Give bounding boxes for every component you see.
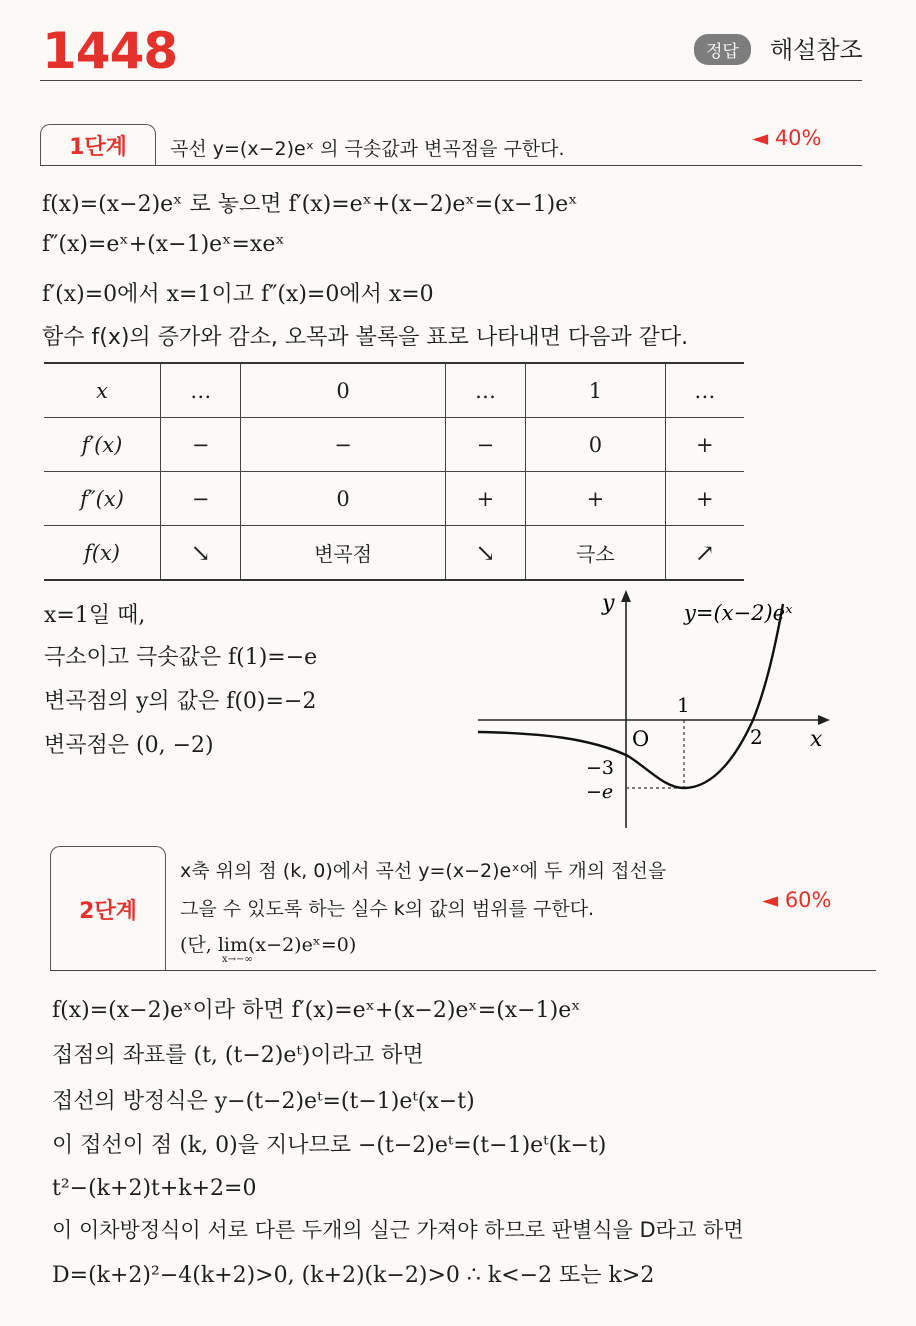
table-cell: ↗ (665, 526, 744, 581)
table-cell: ↘ (445, 526, 525, 581)
step1-percent: ◄ 40% (752, 126, 822, 150)
table-cell: … (161, 363, 241, 418)
step1-label (40, 124, 156, 165)
x-axis-label: x (810, 727, 823, 752)
step2-underline (50, 970, 876, 971)
table-cell: 1 (526, 363, 666, 418)
curve (478, 604, 783, 788)
step1-line-2: f″(x)=eˣ+(x−1)eˣ=xeˣ (42, 232, 285, 257)
table-cell: 극소 (526, 526, 666, 581)
answer-text: 해설참조 (770, 36, 863, 64)
table-cell: 0 (241, 363, 445, 418)
header-divider (40, 80, 862, 81)
table-cell: 0 (526, 418, 666, 472)
step2-body-line-4: 이 접선이 점 (k, 0)을 지나므로 −(t−2)eᵗ=(t−1)eᵗ(k−t) (52, 1133, 607, 1158)
result-line-1: x=1일 때, (44, 603, 146, 628)
result-line-3: 변곡점의 y의 값은 f(0)=−2 (44, 689, 317, 714)
result-line-2: 극소이고 극솟값은 f(1)=−e (44, 645, 318, 670)
step2-label-text: 2단계 (79, 898, 137, 924)
step1-title: 곡선 y=(x−2)eˣ 의 극솟값과 변곡점을 구한다. (170, 138, 565, 160)
step1-underline (40, 165, 862, 166)
step1-line-4: 함수 f(x)의 증가와 감소, 오목과 볼록을 표로 나타내면 다음과 같다. (42, 325, 689, 350)
step2-body-line-7: D=(k+2)²−4(k+2)>0, (k+2)(k−2)>0 ∴ k<−2 또는 k>2 (52, 1263, 655, 1288)
table-cell: 0 (241, 472, 445, 526)
step2-label (50, 846, 166, 971)
table-cell: + (526, 472, 666, 526)
step2-body-line-6: 이 이차방정식이 서로 다른 두개의 실근 가져야 하므로 판별식을 D라고 하면 (52, 1218, 744, 1242)
limit-subscript: x→−∞ (222, 954, 253, 965)
table-cell: f′(x) (44, 418, 161, 472)
step2-line-1: x축 위의 점 (k, 0)에서 곡선 y=(x−2)eˣ에 두 개의 접선을 (180, 860, 667, 882)
step2-body-line-3: 접선의 방정식은 y−(t−2)eᵗ=(t−1)eᵗ(x−t) (52, 1089, 475, 1114)
step2-body-line-2: 접점의 좌표를 (t, (t−2)eᵗ)이라고 하면 (52, 1043, 424, 1068)
origin-label: O (632, 727, 650, 751)
step2-body-line-5: t²−(k+2)t+k+2=0 (52, 1176, 257, 1201)
step2-percent: ◄ 60% (762, 888, 832, 912)
step2-line-3: (단, lim(x−2)eˣ=0) (180, 934, 357, 956)
step1-label-text: 1단계 (69, 134, 127, 160)
table-row (44, 363, 744, 418)
table-cell: f(x) (44, 526, 161, 581)
table-cell: − (241, 418, 445, 472)
curve-label: y=(x−2)eˣ (684, 601, 793, 625)
y-axis-label: y (602, 591, 615, 616)
table-cell: … (665, 363, 744, 418)
table-cell: − (445, 418, 525, 472)
answer-badge: 정답 (694, 34, 751, 65)
table-cell: + (445, 472, 525, 526)
y-axis-arrow (621, 590, 631, 602)
table-cell: x (44, 363, 161, 418)
table-cell: 변곡점 (241, 526, 445, 581)
tick-neg3-label: −3 (586, 757, 615, 779)
result-line-4: 변곡점은 (0, −2) (44, 733, 214, 758)
table-cell: − (161, 418, 241, 472)
table-cell: ↘ (161, 526, 241, 581)
table-cell: … (445, 363, 525, 418)
table-row (44, 472, 744, 526)
table-cell: f″(x) (44, 472, 161, 526)
step2-line-2: 그을 수 있도록 하는 실수 k의 값의 범위를 구한다. (180, 898, 595, 920)
step1-line-3: f′(x)=0에서 x=1이고 f″(x)=0에서 x=0 (42, 282, 434, 307)
table-cell: − (161, 472, 241, 526)
step1-line-1: f(x)=(x−2)eˣ 로 놓으면 f′(x)=eˣ+(x−2)eˣ=(x−1)eˣ (42, 192, 578, 217)
tick-neg-e-label: −e (586, 781, 614, 803)
x-axis-arrow (818, 715, 830, 725)
tick-1-label: 1 (677, 693, 690, 717)
table-cell: + (665, 472, 744, 526)
table-row (44, 526, 744, 581)
table-cell: + (665, 418, 744, 472)
step2-body-line-1: f(x)=(x−2)eˣ이라 하면 f′(x)=eˣ+(x−2)eˣ=(x−1)eˣ (52, 998, 581, 1023)
function-graph (470, 588, 850, 833)
variation-table (44, 362, 744, 581)
problem-number: 1448 (42, 22, 178, 80)
table-row (44, 418, 744, 472)
tick-2-label: 2 (750, 725, 763, 749)
